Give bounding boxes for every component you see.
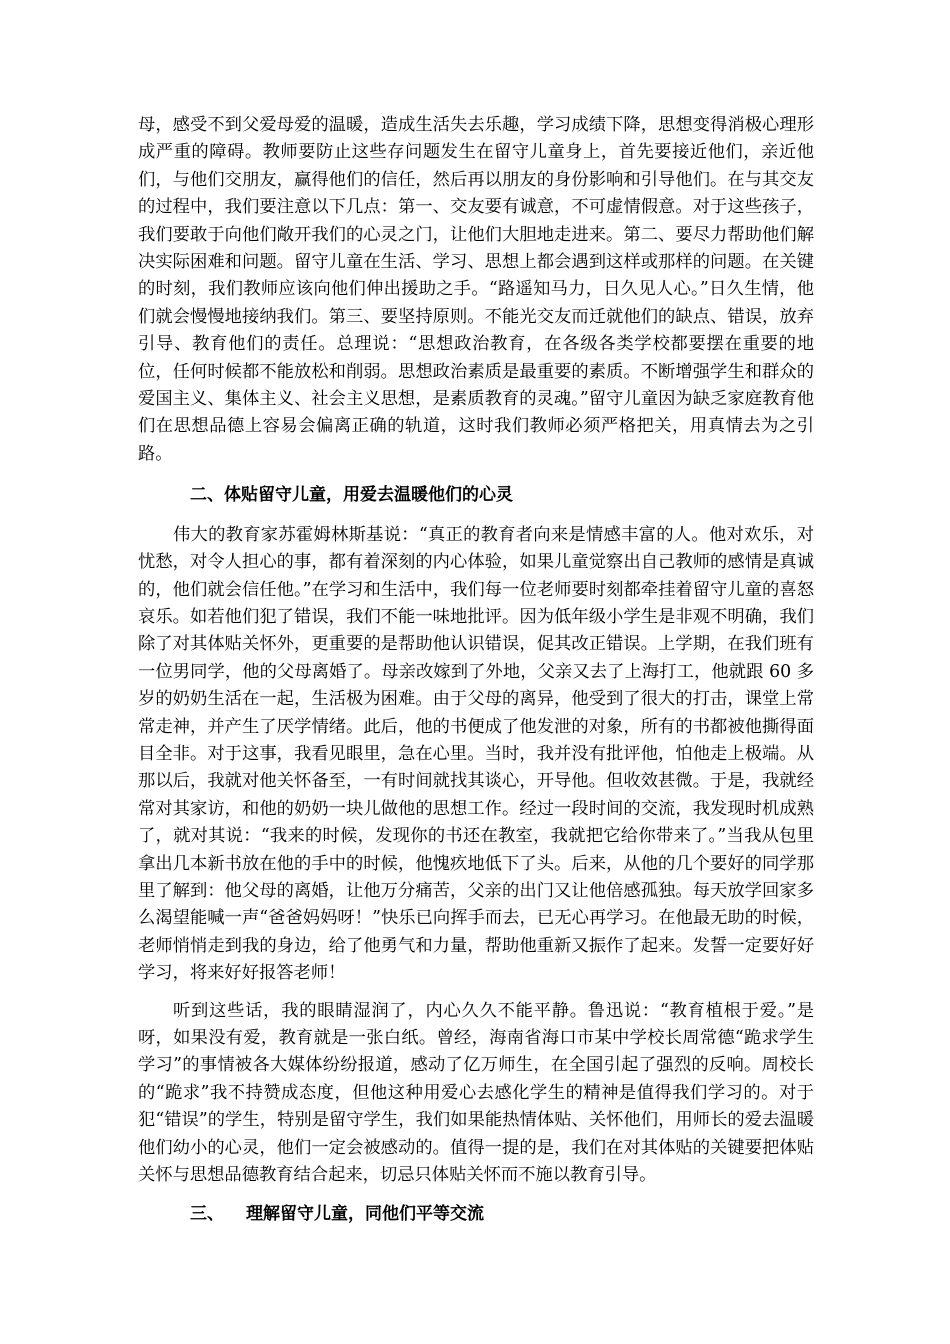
section-2-paragraph-2: 听到这些话，我的眼睛湿润了，内心久久不能平静。鲁迅说：“教育植根于爱。”是呀，如果没有爱，教育就是一张白纸。曾经，海南省海口市某中学校长周常德“跪求学生学习”的事情被各大媒体纷纷报道，感动了亿万师生，在全国引起了强烈的反响。周校长的“跪求”我不持赞成态度，但他这种用爱心去感化学生的精神是值得我们学习的。对于犯“错误”的学生，特别是留守学生，我们如果能热情体贴、关怀他们，用师长的爱去温暖他们幼小的心灵，他们一定会被感动的。值得一提的是，我们在对其体贴的关键要把体贴关怀与思想品德教育结合起来，切忌只体贴关怀而不施以教育引导。 — [138, 1000, 814, 1186]
section-2-heading: 二、体贴留守儿童，用爱去温暖他们的心灵 — [190, 485, 513, 506]
document-page — [138, 112, 814, 1229]
paragraph-spacer — [138, 988, 814, 998]
intro-paragraph: 母，感受不到父爱母爱的温暖，造成生活失去乐趣，学习成绩下降，思想变得消极心理形成严重的障碍。教师要防止这些存问题发生在留守儿童身上，首先要接近他们，亲近他们，与他们交朋友，赢得他们的信任，然后再以朋友的身份影响和引导他们。在与其交友的过程中，我们要注意以下几点：第一、交友要有诚意，不可虚情假意。对于这些孩子，我们要敢于向他们敞开我们的心灵之门，让他们大胆地走进来。第二、要尽力帮助他们解决实际困难和问题。留守儿童在生活、学习、思想上都会遇到这样或那样的问题。在关键的时刻，我们教师应该向他们伸出援助之手。“路遥知马力，日久见人心。”日久生情，他们就会慢慢地接纳我们。第三、要坚持原则。不能光交友而迁就他们的缺点、错误，放弃引导、教育他们的责任。总理说：“思想政治教育，在各级各类学校都要摆在重要的地位，任何时候都不能放松和削弱。思想政治素质是最重要的素质。不断增强学生和群众的爱国主义、集体主义、社会主义思想，是素质教育的灵魂。”留守儿童因为缺乏家庭教育他们在思想品德上容易会偏离正确的轨道，这时我们教师必须严格把关，用真情去为之引路。 — [138, 115, 814, 464]
section-3-heading — [138, 1201, 814, 1228]
section-3-number: 三、 — [190, 1204, 224, 1225]
section-3-title: 理解留守儿童，同他们平等交流 — [246, 1204, 484, 1225]
section-2-paragraph-1: 伟大的教育家苏霍姆林斯基说：“真正的教育者向来是情感丰富的人。他对欢乐，对忧愁，对令人担心的事，都有着深刻的内心体验，如果儿童觉察出自己教师的感情是真诚的，他们就会信任他。”在学习和生活中，我们每一位老师要时刻都牵挂着留守儿童的喜怒哀乐。如若他们犯了错误，我们不能一味地批评。因为低年级小学生是非观不明确，我们除了对其体贴关怀外，更重要的是帮助他认识错误，促其改正错误。上学期，在我们班有一位男同学，他的父母离婚了。母亲改嫁到了外地，父亲又去了上海打工，他就跟 60 多岁的奶奶生活在一起，生活极为困难。由于父母的离异，他受到了很大的打击，课堂上常常走神，并产生了厌学情绪。此后，他的书便成了他发泄的对象，所有的书都被他撕得面目全非。对于这事，我看见眼里，急在心里。当时，我并没有批评他，怕他走上极端。从那以后，我就对他关怀备至，一有时间就找其谈心，开导他。但收效甚微。于是，我就经常对其家访，和他的奶奶一块儿做他的思想工作。经过一段时间的交流，我发现时机成熟了，就对其说：“我来的时候，发现你的书还在教室，我就把它给你带来了。”当我从包里拿出几本新书放在他的手中的时候，他愧疚地低下了头。后来，从他的几个要好的同学那里了解到：他父母的离婚，让他万分痛苦，父亲的出门又让他倍感孤独。每天放学回家多么渴望能喊一声“爸爸妈妈呀！”快乐已向挥手而去，已无心再学习。在他最无助的时候，老师悄悄走到我的身边，给了他勇气和力量，帮助他重新又振作了起来。发誓一定要好好学习，将来好好报答老师！ — [138, 524, 814, 984]
